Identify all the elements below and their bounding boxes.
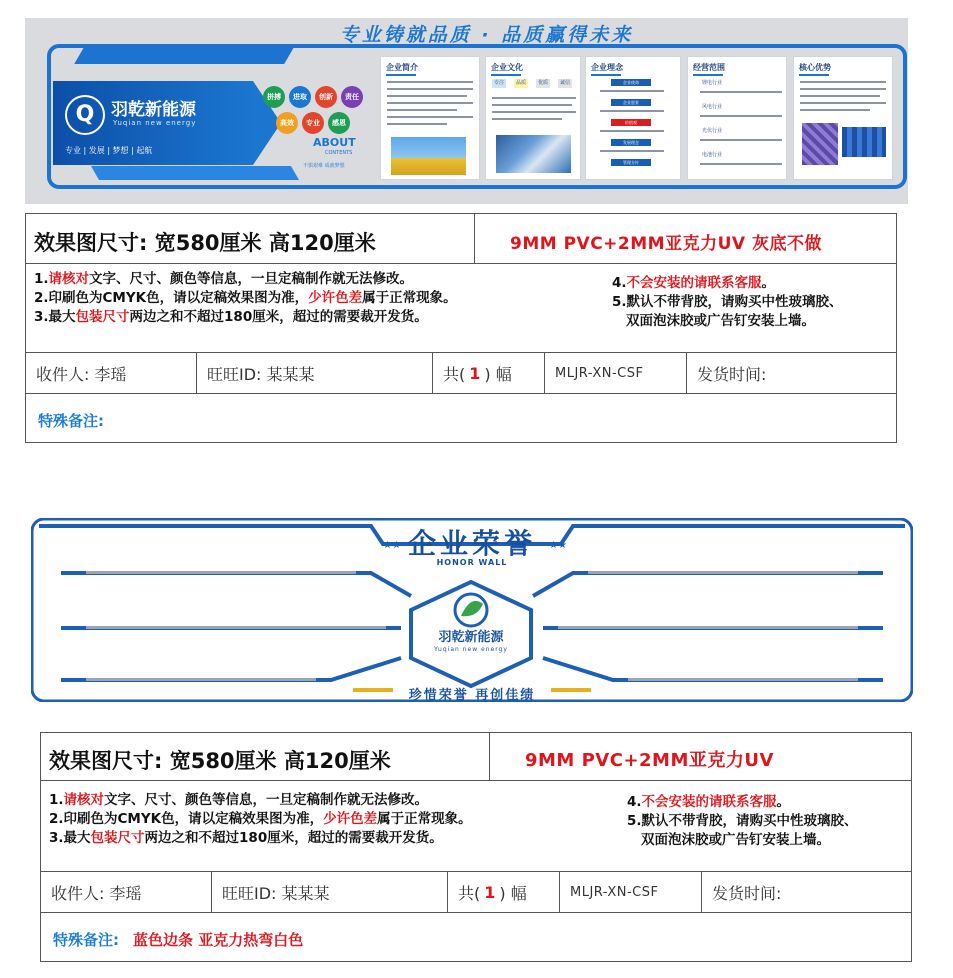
- wangwang-cell: 旺旺ID: 某某某: [196, 353, 432, 393]
- logo-panel: [53, 81, 253, 165]
- culture-wall-banner: [25, 18, 908, 204]
- note-line: 双面泡沫胶或广告钉安装上墙。: [641, 832, 830, 848]
- quantity-value: 1: [469, 363, 481, 383]
- sku-cell: MLJR-XN-CSF: [559, 872, 701, 912]
- culture-chip: 品质: [516, 80, 527, 86]
- value-bubble: 创新: [315, 86, 337, 108]
- text-line: [492, 118, 562, 120]
- note-line: 3.最大包装尺寸两边之和不超过180厘米，超过的需要裁开发货。: [34, 309, 428, 325]
- text-line: [700, 163, 782, 165]
- notes-right: [612, 274, 843, 331]
- banner-slant-bottom: [91, 166, 299, 180]
- text-line: [700, 139, 782, 141]
- value-bubble: 拼搏: [263, 86, 285, 108]
- panel-intro: [380, 56, 480, 180]
- company-name: 羽乾新能源: [111, 100, 196, 120]
- panel-core-advantages: [793, 56, 893, 180]
- note-line: 1.请核对文字、尺寸、颜色等信息，一旦定稿制作就无法修改。: [34, 271, 414, 287]
- note-line: 3.最大包装尺寸两边之和不超过180厘米，超过的需要裁开发货。: [49, 830, 443, 846]
- order-form-1: [25, 213, 897, 443]
- scope-chip: 风电行业: [702, 104, 723, 110]
- text-line: [387, 116, 473, 118]
- divider: [489, 733, 490, 781]
- remark-value: 蓝色边条 亚克力热弯白色: [133, 931, 304, 949]
- text-line: [492, 97, 576, 99]
- notes-left: [34, 270, 457, 327]
- note-line: 1.请核对文字、尺寸、颜色等信息，一旦定稿制作就无法修改。: [49, 792, 429, 808]
- handshake-photo: [496, 135, 571, 173]
- honor-logo-name: 羽乾新能源: [438, 630, 504, 645]
- shipping-row: [26, 352, 896, 394]
- value-bubble: 感恩: [328, 112, 350, 134]
- philosophy-chip: 企业使命: [611, 79, 651, 86]
- note-line: 2.印刷色为CMYK色，请以定稿效果图为准，少许色差属于正常现象。: [49, 811, 472, 827]
- size-label: 效果图尺寸: 宽580厘米 高120厘米: [49, 749, 391, 773]
- company-tags: 专业 | 发展 | 梦想 | 起航: [65, 146, 153, 155]
- about-tag: 不惧艰难 成就梦想: [303, 163, 345, 169]
- philosophy-chip: 管理方针: [611, 159, 651, 166]
- banner-slant-top: [74, 44, 296, 64]
- value-bubble: 专业: [302, 112, 324, 134]
- honor-wall-banner: [31, 518, 913, 702]
- text-line: [600, 150, 664, 152]
- text-line: [700, 91, 782, 93]
- text-line: [800, 95, 880, 97]
- quantity-value: 1: [484, 882, 496, 902]
- culture-chip: 优质: [538, 80, 549, 86]
- panel-title: 企业简介: [386, 62, 418, 76]
- panel-title: 企业理念: [591, 62, 623, 76]
- notes-left: [49, 791, 472, 848]
- text-line: [800, 88, 886, 90]
- company-name-en: Yuqian new energy: [113, 119, 197, 127]
- special-remark: 特殊备注:: [38, 412, 104, 430]
- note-line: 2.印刷色为CMYK色，请以定稿效果图为准，少许色差属于正常现象。: [34, 290, 457, 306]
- note-line: 双面泡沫胶或广告钉安装上墙。: [626, 313, 815, 329]
- honor-wall-subtitle: HONOR WALL: [436, 558, 508, 567]
- about-title: ABOUT: [313, 136, 356, 149]
- material-spec: 9MM PVC+2MM亚克力UV: [525, 750, 774, 771]
- recipient-cell: 收件人: 李瑶: [51, 883, 142, 903]
- honor-logo-en: Yuqian new energy: [434, 646, 508, 653]
- shipping-row: [41, 871, 911, 913]
- value-bubble: 进取: [289, 86, 311, 108]
- panel-title: 经营范围: [693, 62, 725, 76]
- text-line: [800, 109, 870, 111]
- leaf-logo-icon: Q: [65, 95, 105, 135]
- philosophy-chip: 发展理念: [611, 139, 651, 146]
- scope-chip: 光伏行业: [702, 128, 723, 134]
- text-line: [387, 123, 447, 125]
- honor-wall-title: 企业荣誉: [407, 527, 536, 560]
- philosophy-chip: 企业愿景: [611, 99, 651, 106]
- ship-time-cell: 发货时间:: [686, 353, 898, 393]
- material-spec: 9MM PVC+2MM亚克力UV 灰底不做: [510, 234, 822, 254]
- panel-business-scope: [687, 56, 787, 180]
- text-line: [800, 81, 886, 83]
- divider: [474, 214, 475, 264]
- text-line: [387, 81, 473, 83]
- quantity-cell: 共( 1 ) 幅: [447, 872, 559, 912]
- panel-title: 企业文化: [491, 62, 523, 76]
- notes-right: [627, 793, 858, 850]
- philosophy-chip: 价值观: [611, 119, 651, 126]
- value-bubble: 高效: [276, 112, 298, 134]
- text-line: [492, 111, 576, 113]
- text-line: [600, 110, 664, 112]
- note-line: 4.不会安装的请联系客服。: [612, 275, 776, 291]
- culture-chip: 专注: [494, 80, 505, 86]
- ship-time-cell: 发货时间:: [701, 872, 913, 912]
- form-header-row: [41, 733, 911, 781]
- about-sub: CONTENTS: [325, 150, 353, 156]
- panel-title: 核心优势: [799, 62, 831, 76]
- text-line: [387, 95, 467, 97]
- honor-wall-slogan: 珍惜荣誉 再创佳绩: [408, 688, 536, 703]
- text-line: [600, 130, 664, 132]
- order-form-2: [40, 732, 912, 962]
- note-line: 5.默认不带背胶，请购买中性玻璃胶、: [627, 813, 858, 829]
- form-header-row: [26, 214, 896, 264]
- banner-slogan: 专业铸就品质 · 品质赢得未来: [339, 24, 634, 46]
- special-remark: 特殊备注: 蓝色边条 亚克力热弯白色: [53, 931, 304, 949]
- wangwang-cell: 旺旺ID: 某某某: [211, 872, 447, 912]
- battery-photo: [842, 127, 886, 157]
- svg-text:★★: ★★: [383, 540, 401, 551]
- factory-photo: [802, 123, 838, 165]
- size-label: 效果图尺寸: 宽580厘米 高120厘米: [34, 231, 376, 255]
- wind-turbine-photo: [391, 137, 466, 175]
- text-line: [387, 102, 473, 104]
- quantity-cell: 共( 1 ) 幅: [432, 353, 544, 393]
- recipient-cell: 收件人: 李瑶: [36, 364, 127, 384]
- text-line: [387, 88, 473, 90]
- text-line: [700, 115, 782, 117]
- text-line: [492, 104, 572, 106]
- panel-philosophy: [585, 56, 681, 180]
- value-bubble: 责任: [341, 86, 363, 108]
- scope-chip: 锂电行业: [702, 80, 723, 86]
- note-line: 5.默认不带背胶，请购买中性玻璃胶、: [612, 294, 843, 310]
- culture-chip: 诚信: [560, 80, 571, 86]
- text-line: [387, 109, 457, 111]
- scope-chip: 电池行业: [702, 152, 723, 158]
- text-line: [600, 90, 664, 92]
- panel-culture: [485, 56, 581, 180]
- svg-text:★★: ★★: [549, 540, 567, 551]
- text-line: [800, 102, 886, 104]
- note-line: 4.不会安装的请联系客服。: [627, 794, 791, 810]
- sku-cell: MLJR-XN-CSF: [544, 353, 686, 393]
